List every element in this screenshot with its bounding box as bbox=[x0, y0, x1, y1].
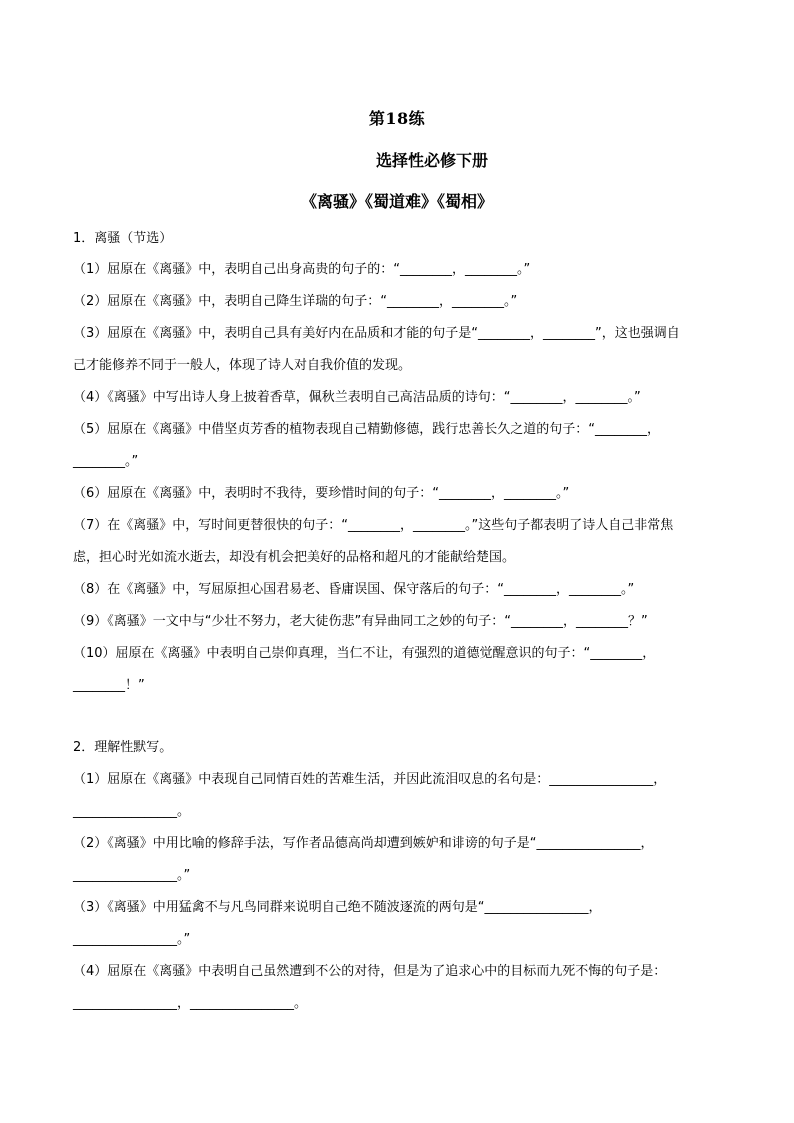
question-line: （1）屈原在《离骚》中表现自己同情百姓的苦难生活，并因此流泪叹息的名句是：________________， bbox=[73, 772, 667, 787]
question-line: ________________，________________。 bbox=[73, 996, 308, 1011]
question-line: ________！” bbox=[73, 678, 145, 693]
question-line: （4）《离骚》中写出诗人身上披着香草，佩秋兰表明自己高洁品质的诗句：“________，________。” bbox=[73, 390, 641, 405]
question-line: ________________。 bbox=[73, 804, 191, 819]
question-line: （10）屈原在《离骚》中表明自己崇仰真理，当仁不让，有强烈的道德觉醒意识的句子：“________， bbox=[73, 646, 656, 661]
question-line: （5）屈原在《离骚》中借坚贞芳香的植物表现自己精勤修德，践行忠善长久之道的句子：“________， bbox=[73, 422, 661, 437]
question-line: （6）屈原在《离骚》中，表明时不我待，要珍惜时间的句子：“________，________。” bbox=[73, 486, 570, 501]
question-line: 己才能修养不同于一般人，体现了诗人对自我价值的发现。 bbox=[73, 358, 412, 373]
question-line: （7）在《离骚》中，写时间更替很快的句子：“________，________。”这些句子都表明了诗人自己非常焦 bbox=[73, 518, 674, 533]
question-line: （2）屈原在《离骚》中，表明自己降生详瑞的句子：“________，________。” bbox=[73, 294, 518, 309]
question-line: （1）屈原在《离骚》中，表明自己出身高贵的句子的：“________，________。” bbox=[73, 262, 531, 277]
question-line: ________。” bbox=[73, 454, 139, 469]
page-subtitle: 选择性必修下册 bbox=[375, 151, 488, 170]
page-title: 第18练 bbox=[368, 109, 426, 128]
text-titles: 《离骚》《蜀道难》《蜀相》 bbox=[300, 192, 493, 211]
question-line: ________________。” bbox=[73, 932, 191, 947]
question-line: （4）屈原在《离骚》中表明自己虽然遭到不公的对待，但是为了追求心中的目标而九死不悔的句子是： bbox=[73, 964, 667, 979]
question-line: （8）在《离骚》中，写屈原担心国君易老、昏庸误国、保守落后的句子：“________，________。” bbox=[73, 582, 635, 597]
question-line: （3）《离骚》中用猛禽不与凡鸟同群来说明自己绝不随波逐流的两句是“________________， bbox=[73, 900, 602, 915]
question-line: （9）《离骚》一文中与“少壮不努力，老大徒伤悲”有异曲同工之妙的句子：“________，________？” bbox=[73, 614, 648, 629]
section-1-heading: 1．离骚（节选） bbox=[73, 231, 173, 246]
question-line: 虑，担心时光如流水逝去，却没有机会把美好的品格和超凡的才能献给楚国。 bbox=[73, 550, 516, 565]
question-line: ________________。” bbox=[73, 868, 191, 883]
question-line: （2）《离骚》中用比喻的修辞手法，写作者品德高尚却遭到嫉妒和诽谤的句子是“________________， bbox=[73, 836, 654, 851]
section-2-heading: 2．理解性默写。 bbox=[73, 740, 173, 755]
question-line: （3）屈原在《离骚》中，表明自己具有美好内在品质和才能的句子是“________，________”，这也强调自 bbox=[73, 326, 680, 341]
